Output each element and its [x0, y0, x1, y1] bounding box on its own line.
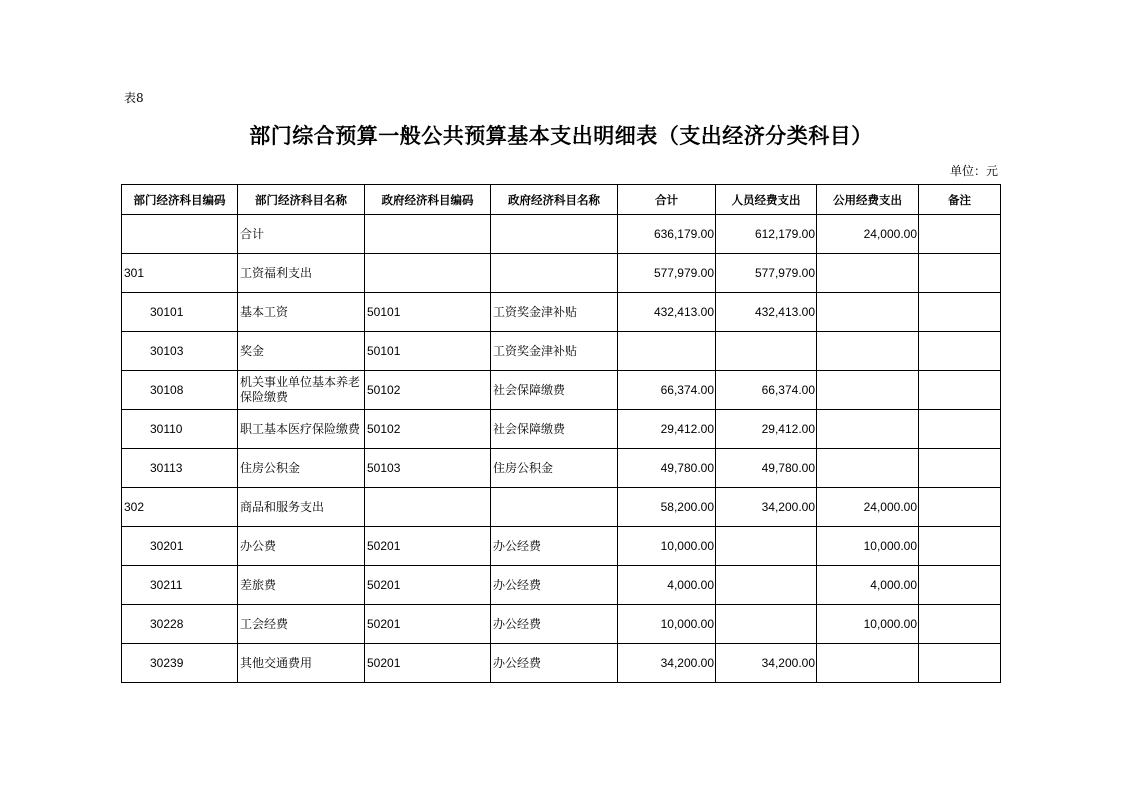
table-row	[122, 254, 1001, 293]
table-row	[122, 566, 1001, 605]
table-row	[122, 488, 1001, 527]
note-cell	[919, 644, 1001, 683]
table-header-row	[122, 185, 1001, 215]
header-total: 合计	[618, 185, 716, 215]
total-cell: 10,000.00	[618, 527, 716, 566]
public-cell	[817, 371, 919, 410]
personnel-cell: 612,179.00	[716, 215, 817, 254]
total-cell: 66,374.00	[618, 371, 716, 410]
total-cell: 10,000.00	[618, 605, 716, 644]
gov-code-cell: 50201	[365, 605, 491, 644]
header-gov-code: 政府经济科目编码	[365, 185, 491, 215]
note-cell	[919, 215, 1001, 254]
unit-label: 单位：元	[949, 164, 998, 178]
table-number: 表8	[124, 91, 144, 105]
total-cell: 29,412.00	[618, 410, 716, 449]
dept-name-cell: 奖金	[238, 332, 365, 371]
table-row	[122, 410, 1001, 449]
personnel-cell: 577,979.00	[716, 254, 817, 293]
dept-code-cell	[122, 215, 238, 254]
public-cell: 4,000.00	[817, 566, 919, 605]
public-cell: 24,000.00	[817, 488, 919, 527]
table-row	[122, 605, 1001, 644]
note-cell	[919, 488, 1001, 527]
dept-code-cell: 30228	[122, 605, 238, 644]
dept-name-cell: 办公费	[238, 527, 365, 566]
personnel-cell: 66,374.00	[716, 371, 817, 410]
gov-name-cell: 工资奖金津补贴	[491, 332, 618, 371]
personnel-cell: 29,412.00	[716, 410, 817, 449]
gov-code-cell	[365, 254, 491, 293]
document-title: 部门综合预算一般公共预算基本支出明细表（支出经济分类科目）	[249, 124, 873, 148]
total-cell: 34,200.00	[618, 644, 716, 683]
note-cell	[919, 371, 1001, 410]
personnel-cell: 432,413.00	[716, 293, 817, 332]
public-cell: 10,000.00	[817, 527, 919, 566]
dept-code-cell: 30101	[122, 293, 238, 332]
note-cell	[919, 293, 1001, 332]
dept-code-cell: 30201	[122, 527, 238, 566]
dept-code-cell: 30108	[122, 371, 238, 410]
note-cell	[919, 449, 1001, 488]
personnel-cell	[716, 527, 817, 566]
header-note: 备注	[919, 185, 1001, 215]
total-cell: 58,200.00	[618, 488, 716, 527]
public-cell	[817, 254, 919, 293]
budget-table	[121, 184, 1001, 683]
table-row	[122, 332, 1001, 371]
gov-name-cell: 办公经费	[491, 644, 618, 683]
gov-name-cell: 办公经费	[491, 566, 618, 605]
dept-name-cell: 差旅费	[238, 566, 365, 605]
total-cell: 432,413.00	[618, 293, 716, 332]
public-cell	[817, 449, 919, 488]
personnel-cell	[716, 332, 817, 371]
total-cell: 49,780.00	[618, 449, 716, 488]
gov-name-cell: 办公经费	[491, 527, 618, 566]
gov-code-cell	[365, 488, 491, 527]
gov-code-cell: 50101	[365, 293, 491, 332]
personnel-cell	[716, 605, 817, 644]
gov-name-cell: 工资奖金津补贴	[491, 293, 618, 332]
public-cell: 10,000.00	[817, 605, 919, 644]
dept-code-cell: 301	[122, 254, 238, 293]
gov-code-cell: 50201	[365, 644, 491, 683]
note-cell	[919, 527, 1001, 566]
dept-code-cell: 30110	[122, 410, 238, 449]
table-row	[122, 215, 1001, 254]
gov-name-cell	[491, 254, 618, 293]
public-cell	[817, 644, 919, 683]
gov-code-cell: 50101	[365, 332, 491, 371]
gov-code-cell: 50201	[365, 527, 491, 566]
gov-name-cell: 社会保障缴费	[491, 371, 618, 410]
header-personnel: 人员经费支出	[716, 185, 817, 215]
note-cell	[919, 254, 1001, 293]
note-cell	[919, 566, 1001, 605]
personnel-cell: 34,200.00	[716, 644, 817, 683]
dept-name-cell: 工资福利支出	[238, 254, 365, 293]
gov-code-cell: 50102	[365, 371, 491, 410]
gov-code-cell	[365, 215, 491, 254]
gov-code-cell: 50102	[365, 410, 491, 449]
table-row	[122, 371, 1001, 410]
header-dept-name: 部门经济科目名称	[238, 185, 365, 215]
gov-name-cell	[491, 488, 618, 527]
gov-name-cell: 住房公积金	[491, 449, 618, 488]
personnel-cell: 34,200.00	[716, 488, 817, 527]
gov-name-cell	[491, 215, 618, 254]
total-cell: 4,000.00	[618, 566, 716, 605]
dept-name-cell: 基本工资	[238, 293, 365, 332]
dept-code-cell: 30239	[122, 644, 238, 683]
dept-name-cell: 住房公积金	[238, 449, 365, 488]
dept-name-cell: 其他交通费用	[238, 644, 365, 683]
gov-name-cell: 办公经费	[491, 605, 618, 644]
public-cell	[817, 410, 919, 449]
header-public: 公用经费支出	[817, 185, 919, 215]
personnel-cell	[716, 566, 817, 605]
gov-code-cell: 50103	[365, 449, 491, 488]
total-cell: 577,979.00	[618, 254, 716, 293]
gov-name-cell: 社会保障缴费	[491, 410, 618, 449]
public-cell: 24,000.00	[817, 215, 919, 254]
note-cell	[919, 605, 1001, 644]
gov-code-cell: 50201	[365, 566, 491, 605]
dept-name-cell: 商品和服务支出	[238, 488, 365, 527]
dept-code-cell: 30103	[122, 332, 238, 371]
dept-name-cell: 机关事业单位基本养老保险缴费	[238, 371, 365, 410]
dept-name-cell: 合计	[238, 215, 365, 254]
dept-code-cell: 30113	[122, 449, 238, 488]
dept-code-cell: 30211	[122, 566, 238, 605]
table-row	[122, 527, 1001, 566]
table-row	[122, 449, 1001, 488]
header-gov-name: 政府经济科目名称	[491, 185, 618, 215]
table-row	[122, 644, 1001, 683]
note-cell	[919, 332, 1001, 371]
personnel-cell: 49,780.00	[716, 449, 817, 488]
dept-name-cell: 职工基本医疗保险缴费	[238, 410, 365, 449]
total-cell: 636,179.00	[618, 215, 716, 254]
note-cell	[919, 410, 1001, 449]
public-cell	[817, 293, 919, 332]
dept-code-cell: 302	[122, 488, 238, 527]
table-row	[122, 293, 1001, 332]
total-cell	[618, 332, 716, 371]
header-dept-code: 部门经济科目编码	[122, 185, 238, 215]
dept-name-cell: 工会经费	[238, 605, 365, 644]
public-cell	[817, 332, 919, 371]
